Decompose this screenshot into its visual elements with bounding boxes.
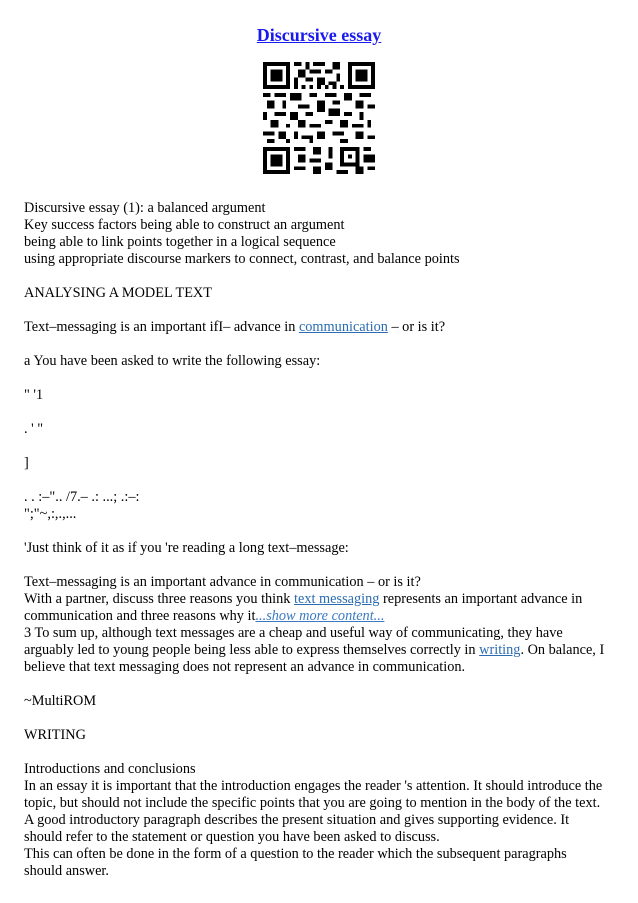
communication-link[interactable]: communication bbox=[298, 319, 388, 335]
show-more-link[interactable]: ...show more content... bbox=[255, 608, 385, 624]
multirom-line: ~MultiROM bbox=[24, 693, 97, 709]
intros-heading: Introductions and conclusions bbox=[24, 761, 196, 777]
intros-line: should refer to the statement or question you have been asked to discuss. bbox=[24, 829, 440, 845]
question-line bbox=[24, 319, 618, 336]
garbled-line-3: ] bbox=[24, 455, 29, 471]
garbled-block bbox=[24, 489, 618, 523]
partner-line: With a partner, discuss three reasons you think bbox=[24, 591, 295, 607]
analysing-heading: ANALYSING A MODEL TEXT bbox=[24, 285, 212, 301]
title-link[interactable]: Discursive essay bbox=[256, 25, 382, 45]
intros-line: In an essay it is important that the introduction engages the reader 's attention. It should introduce the bbox=[24, 778, 603, 794]
partner-line: . On balance, I bbox=[520, 642, 605, 658]
qr-code-icon bbox=[263, 62, 375, 174]
task-line: a You have been asked to write the following essay: bbox=[24, 353, 321, 369]
garbled-line-2: . ' " bbox=[24, 421, 44, 437]
garbled-line-4: . . :–".. /7.– .: ...; .:–: bbox=[24, 489, 140, 505]
just-think-line: 'Just think of it as if you 're reading a long text–message: bbox=[24, 540, 349, 556]
intro-line: using appropriate discourse markers to connect, contrast, and balance points bbox=[24, 251, 460, 267]
partner-line: communication and three reasons why it bbox=[24, 608, 256, 624]
writing-link[interactable]: writing bbox=[479, 642, 521, 658]
intro-paragraph bbox=[24, 200, 618, 268]
question-text: – or is it? bbox=[387, 319, 446, 335]
intros-paragraph bbox=[24, 761, 618, 880]
document-body bbox=[24, 200, 618, 880]
intro-line: being able to link points together in a logical sequence bbox=[24, 234, 336, 250]
intro-line: Key success factors being able to construct an argument bbox=[24, 217, 345, 233]
partner-line: believe that text messaging does not represent an advance in communication. bbox=[24, 659, 466, 675]
intros-line: topic, but should not include the specific points that you are going to mention in the body of the text. bbox=[24, 795, 601, 811]
partner-paragraph bbox=[24, 574, 618, 676]
intros-line: should answer. bbox=[24, 863, 109, 879]
garbled-line-1: " '1 bbox=[24, 387, 44, 403]
partner-line: Text–messaging is an important advance in communication – or is it? bbox=[24, 574, 421, 590]
intros-line: This can often be done in the form of a question to the reader which the subsequent paragraphs bbox=[24, 846, 567, 862]
intro-heading: Discursive essay (1): a balanced argument bbox=[24, 200, 266, 216]
question-text: Text–messaging is an important ifI– advance in bbox=[24, 319, 299, 335]
page-title bbox=[0, 25, 638, 46]
text-messaging-link[interactable]: text messaging bbox=[294, 591, 380, 607]
partner-line: arguably led to young people being less able to express themselves correctly in bbox=[24, 642, 480, 658]
partner-line: 3 To sum up, although text messages are a cheap and useful way of communicating, they have bbox=[24, 625, 563, 641]
partner-line: represents an important advance in bbox=[379, 591, 583, 607]
intros-line: A good introductory paragraph describes the present situation and gives supporting evidence. It bbox=[24, 812, 570, 828]
writing-heading: WRITING bbox=[24, 727, 86, 743]
garbled-line-5: ";"~,:,.,... bbox=[24, 506, 77, 522]
